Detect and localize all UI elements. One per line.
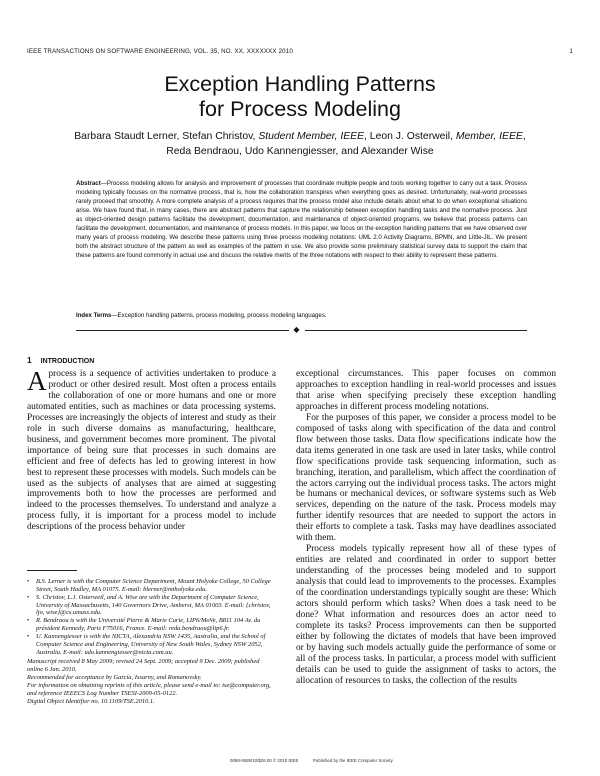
paper-title (0, 72, 600, 122)
recommended-by: Recommended for acceptance by García, Issarny, and Romanovsky. (27, 674, 202, 682)
right-column (296, 369, 556, 687)
affiliation-item: • R. Bendraou is with the Université Pierre & Marie Curie, LIP6/MoVe, B811 104 Av. du président Kennedy, Paris F75016, France. E-mail: reda.bendraou@lip6.fr. (27, 617, 276, 633)
right-paragraph-3: Process models typically represent how all of these types of entities are related and coordinated in order to support better understanding of the processes being modeled and to support analysis that could lead to improvements to the processes. Examples of the coordination understandings typically sought are these: Which actors should perform which tasks? When does a task need to be done? What information and resources does an actor need to complete its tasks? Process improvements can then be supported either by following the dictates of models that have been improved or by having such models actually guide the performance of some or all of the process tasks. In particular, a process model with sufficient details can be used to guide the assignment of tasks to actors, the allocation of resources to tasks, the collection of the results (296, 544, 556, 686)
title-line-1: Exception Handling Patterns (164, 72, 436, 96)
page-number: 1 (569, 48, 573, 55)
authors-b: Student Member, IEEE (258, 131, 365, 142)
author-list (20, 130, 580, 159)
index-terms (76, 312, 527, 321)
abstract-label: Abstract (76, 180, 101, 187)
authors-line-2: Reda Bendraou, Udo Kannengiesser, and Alexander Wise (166, 145, 434, 157)
diamond-ornament-icon: ◆ (293, 325, 300, 334)
running-header (27, 48, 573, 55)
affiliation-item: • S. Christov, L.J. Osterweil, and A. Wise are with the Department of Computer Science, University of Massachusetts, 140 Governors Drive, Amherst, MA 01003. E-mail: {christov, ljo, wise}@cs.umass.edu. (27, 594, 276, 618)
authors-a: Barbara Staudt Lerner, Stefan Christov, (74, 131, 259, 142)
footer-publisher: Published by the IEEE Computer Society (313, 758, 393, 763)
divider-right (305, 330, 527, 331)
running-head: IEEE TRANSACTIONS ON SOFTWARE ENGINEERING, VOL. 35, NO. XX, XXXXXXX 2010 (27, 48, 293, 55)
footer-issn: 0098-5589/10/$26.00 © 2010 IEEE (230, 758, 299, 763)
affiliation-item: • U. Kannengiesser is with the NICTA, Alexandria NSW 1435, Australia, and the School of Computer Science and Engineering, University of New South Wales, Sydney NSW 2052, Australia. E-mail: udo.kannengiesser@nicta.com.au. (27, 633, 276, 657)
intro-paragraph (27, 366, 276, 533)
footnote-rule (27, 570, 77, 571)
divider-left (76, 330, 289, 331)
reprints-info: For information on obtaining reprints of this article, please send e-mail to: tse@computer.org, and reference IEEECS Log Number TSESI-2009-05-0122. (27, 681, 271, 697)
right-paragraph-2: For the purposes of this paper, we consider a process model to be composed of tasks along with specification of the data and control flow between those tasks. Data flow specifications indicate how the data items generated in one task are used in later tasks, while control flow specifications provide task sequencing information, such as branching, iteration, and parallelism, which affect the coordination of the actors carrying out the individual process tasks. The actors might be humans or mechanical devices, or software systems such as Web services, depending on the nature of the task. Process models may further identify resources that are needed to support the actors in their efforts to complete a task. Tasks may have deadlines associated with them. (296, 412, 556, 544)
authors-line-1 (20, 130, 580, 145)
doi: Digital Object Identifier no. 10.1109/TSE.2010.1. (27, 697, 155, 705)
authors-c: , Leon J. Osterweil, (364, 131, 456, 142)
authors-d: Member, IEEE (455, 131, 523, 142)
right-paragraph-1: exceptional circumstances. This paper focuses on common approaches to exception handling in real-world processes and issues that arise when specifying precisely these exception handling approaches in different process modeling notations. (296, 369, 556, 412)
authors-e: , (522, 131, 526, 142)
manuscript-dates: Manuscript received 8 May 2009; revised 24 Sept. 2009; accepted 9 Dec. 2009; published online 6 Jan. 2010. (27, 658, 260, 674)
section-title: INTRODUCTION (40, 358, 95, 365)
title-line-2: for Process Modeling (199, 97, 401, 121)
affiliation-item: • B.S. Lerner is with the Computer Science Department, Mount Holyoke College, 50 College Street, South Hadley, MA 01075. E-mail: blerner@mtholyoke.edu. (27, 578, 276, 594)
intro-text: process is a sequence of activities undertaken to produce a product or other desired result. Most often a process entails the collaboration of one or more humans and one or more automated entities, such as machines or data processing systems. Processes are increasingly the objects of interest and study as their role in such diverse domains as manufacturing, healthcare, business, and government becomes more prominent. The pivotal importance of being sure that processes in such domains are efficient and free of defects has led to growing interest in how best to represent these processes with models. Such models can be used as the subjects of analyses that are aimed at suggesting improvements both to how the processes are performed and indeed to the processes themselves. To understand and analyze a process fully, it is important for a process model to include descriptions of the process behavior under (27, 369, 276, 533)
drop-cap: A (27, 366, 47, 396)
index-terms-text: —Exception handling patterns, process modeling, process modeling languages. (111, 312, 327, 319)
abstract (76, 180, 527, 261)
affiliation-list (27, 578, 276, 656)
section-heading (27, 355, 94, 365)
index-terms-label: Index Terms (76, 312, 112, 319)
abstract-text: —Process modeling allows for analysis and improvement of processes that coordinate multiple people and tools working together to carry out a task. Process modeling typically focuses on the normative process, that is, how the collaboration transpires when everything goes as desired. Unfortunately, real-world processes rarely proceed that smoothly. A more complete analysis of a process requires that the process model also include details about what to do when exceptional situations arise. We have found that, in many cases, there are abstract patterns that capture the relationship between exception handling tasks and the normative process. Just as object-oriented design patterns facilitate the development, documentation, and maintenance of object-oriented programs, we believe that process patterns can facilitate the development, documentation, and maintenance of process models. In this paper, we focus on the exception handling patterns that we have observed over many years of process modeling. We describe these patterns using three process modeling notations: UML 2.0 Activity Diagrams, BPMN, and Little-JIL. We present both the abstract structure of the pattern as well as examples of the pattern in use. We also provide some preliminary statistical survey data to support the claim that these patterns are found commonly in actual use and discuss the relative merits of the three notations with respect to their ability to represent these patterns. (76, 180, 527, 259)
section-number: 1 (27, 355, 32, 365)
manuscript-info (27, 658, 276, 705)
footnotes (27, 578, 276, 706)
left-column (27, 366, 276, 533)
